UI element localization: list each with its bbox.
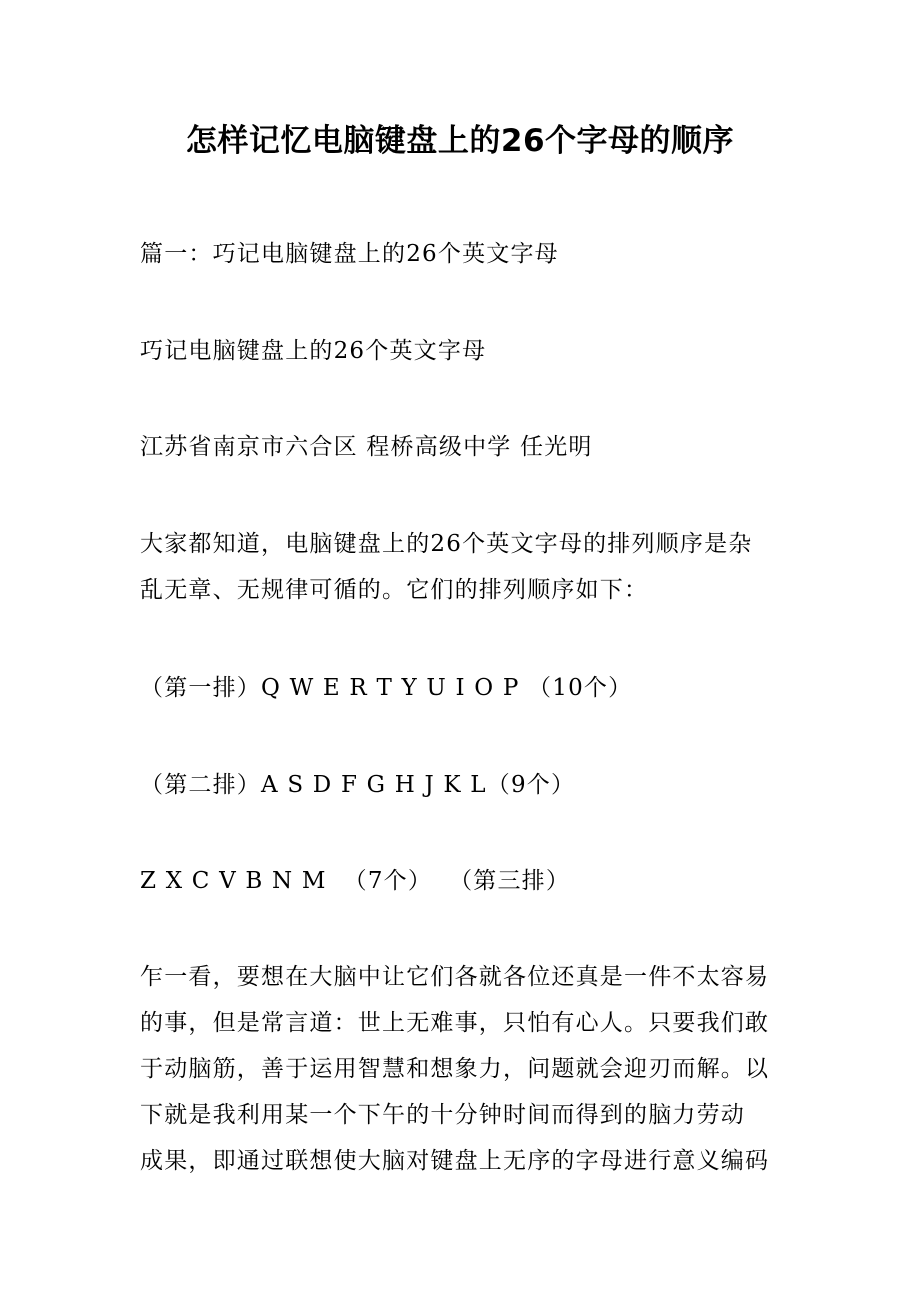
text-line: （第一排）Q W E R T Y U I O P （10个） — [140, 675, 633, 701]
intro-paragraph — [140, 521, 785, 613]
text-line: 成果，即通过联想使大脑对键盘上无序的字母进行意义编码 — [140, 1148, 770, 1174]
keyboard-row-2 — [140, 762, 785, 808]
text-line: 乱无章、无规律可循的。它们的排列顺序如下： — [140, 577, 649, 603]
text-line: （第二排）A S D F G H J K L（9个） — [140, 772, 576, 798]
text-line: 江苏省南京市六合区 程桥高级中学 任光明 — [140, 434, 593, 460]
text-line: Z X C V B N M （7个） （第三排） — [140, 868, 571, 894]
keyboard-row-3 — [140, 858, 785, 904]
author-line — [140, 424, 785, 470]
body-paragraph — [140, 954, 785, 1184]
keyboard-row-1 — [140, 665, 785, 711]
text-line: 巧记电脑键盘上的26个英文字母 — [140, 338, 487, 364]
text-line: 大家都知道，电脑键盘上的26个英文字母的排列顺序是杂 — [140, 531, 753, 557]
section-heading — [140, 231, 785, 277]
text-line: 下就是我利用某一个下午的十分钟时间而得到的脑力劳动 — [140, 1102, 745, 1128]
document-title: 怎样记忆电脑键盘上的26个字母的顺序 — [185, 123, 735, 159]
text-line: 篇一：巧记电脑键盘上的26个英文字母 — [140, 241, 559, 267]
text-line: 乍一看，要想在大脑中让它们各就各位还真是一件不太容易 — [140, 964, 770, 990]
text-line: 的事，但是常言道：世上无难事，只怕有心人。只要我们敢 — [140, 1010, 770, 1036]
article-title — [140, 328, 785, 374]
text-line: 于动脑筋，善于运用智慧和想象力，问题就会迎刃而解。以 — [140, 1056, 770, 1082]
